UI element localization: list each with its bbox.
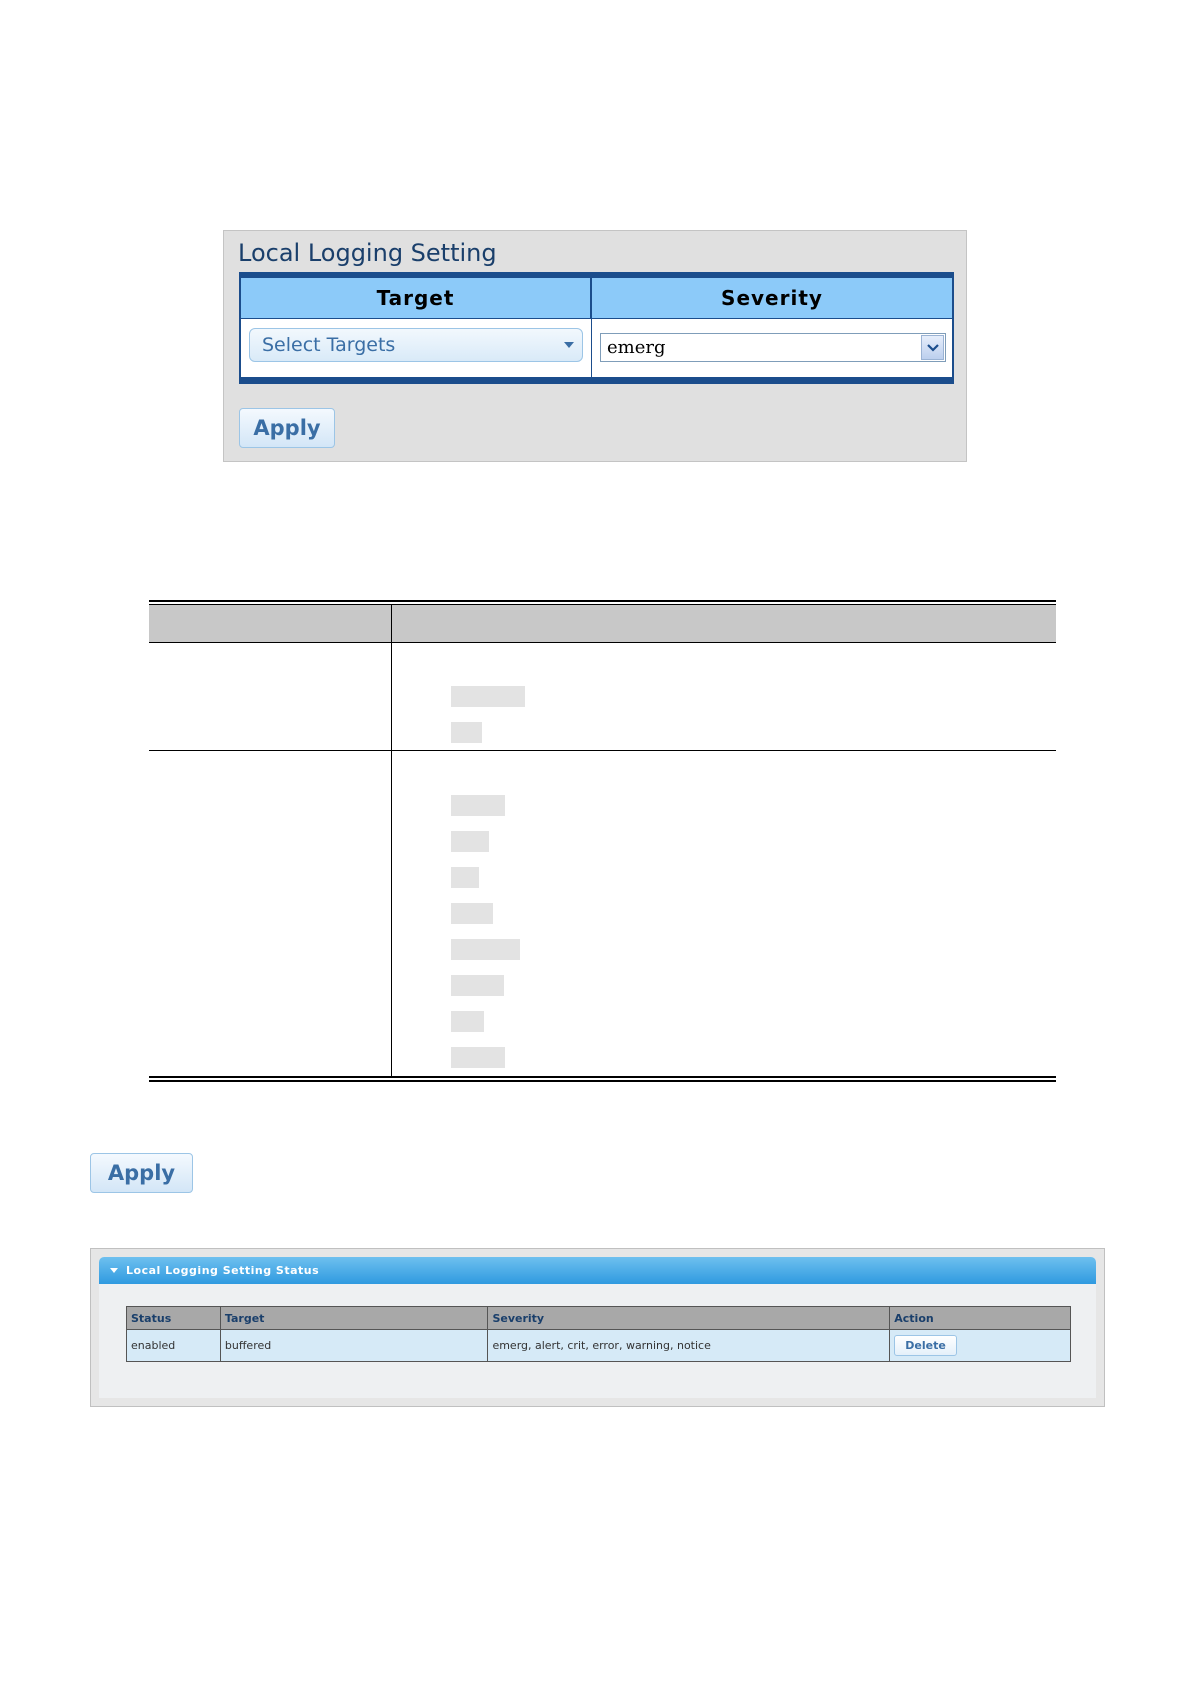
redacted-text [451,1011,484,1032]
delete-button[interactable]: Delete [894,1335,957,1356]
local-logging-status-panel [90,1248,1105,1407]
cell-action [890,1330,1071,1362]
cell-status: enabled [127,1330,221,1362]
chevron-down-icon[interactable] [921,335,944,360]
table-row-divider [149,750,1056,751]
target-column-header: Target [241,274,591,319]
table-row [127,1330,1071,1362]
severity-column-header: Severity [592,274,952,319]
page-apply-button[interactable]: Apply [90,1153,193,1193]
severity-select-value: emerg [607,337,666,358]
redacted-text [451,722,482,743]
cell-severity: emerg, alert, crit, error, warning, notice [488,1330,890,1362]
column-divider [591,274,592,377]
redacted-text [451,831,489,852]
status-panel-title: Local Logging Setting Status [126,1264,320,1277]
status-table [126,1306,1071,1362]
collapse-triangle-icon[interactable] [110,1268,118,1273]
redacted-text [451,795,505,816]
table-column-divider [391,605,392,1076]
table-top-rule [149,600,1056,602]
target-multiselect[interactable] [249,328,583,362]
column-header-status: Status [127,1307,221,1330]
target-select-placeholder: Select Targets [262,334,396,356]
severity-select[interactable] [600,333,946,362]
status-panel-header[interactable] [99,1257,1096,1284]
redacted-text [451,975,504,996]
redacted-text [451,903,493,924]
chevron-down-icon [564,342,574,348]
setting-table [239,272,954,384]
table-bottom-rule [149,1080,1056,1082]
description-table [149,600,1056,1082]
redacted-text [451,1047,505,1068]
table-bottom-rule [149,1076,1056,1078]
cell-target: buffered [220,1330,488,1362]
panel-apply-button[interactable]: Apply [239,408,335,448]
column-header-target: Target [220,1307,488,1330]
column-header-severity: Severity [488,1307,890,1330]
redacted-text [451,686,525,707]
table-header-row [149,605,1056,643]
status-panel-body [99,1257,1096,1398]
setting-panel-title: Local Logging Setting [238,239,497,267]
status-table-header-row [127,1307,1071,1330]
column-header-action: Action [890,1307,1071,1330]
local-logging-setting-panel [223,230,967,462]
redacted-text [451,939,520,960]
redacted-text [451,867,479,888]
